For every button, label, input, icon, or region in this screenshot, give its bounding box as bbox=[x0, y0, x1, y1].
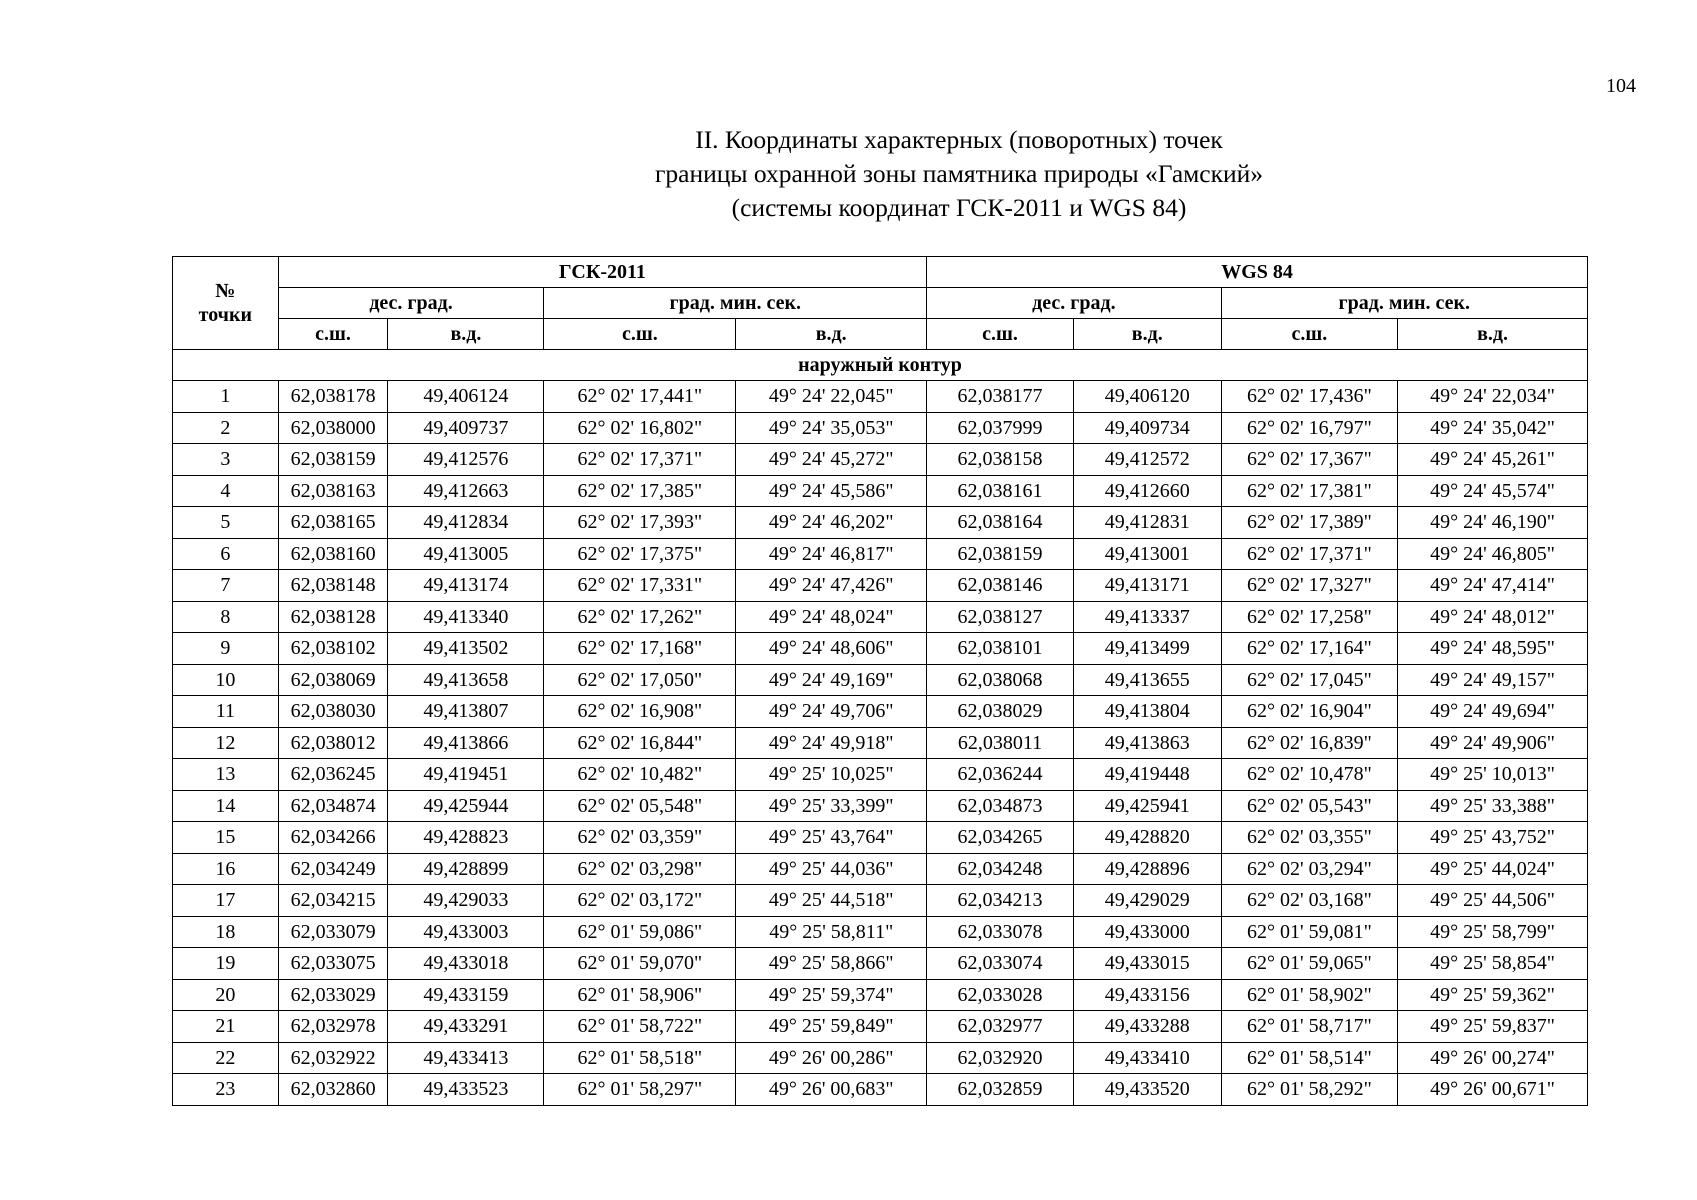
point-number-header bbox=[173, 257, 279, 350]
cell-gsk-lat-decimal: 62,034266 bbox=[278, 822, 388, 854]
cell-wgs-lat-dms: 62° 01' 58,717" bbox=[1221, 1011, 1397, 1043]
cell-gsk-lat-dms: 62° 01' 58,722" bbox=[544, 1011, 736, 1043]
cell-gsk-lon-dms: 49° 24' 45,272" bbox=[736, 444, 927, 476]
cell-wgs-lon-decimal: 49,413171 bbox=[1073, 570, 1221, 602]
cell-wgs-lon-dms: 49° 25' 59,837" bbox=[1398, 1011, 1588, 1043]
cell-point-number: 2 bbox=[173, 412, 279, 444]
cell-wgs-lon-decimal: 49,412831 bbox=[1073, 507, 1221, 539]
point-number-header-line-2: точки bbox=[198, 304, 253, 326]
cell-point-number: 9 bbox=[173, 633, 279, 665]
document-title bbox=[120, 123, 1697, 225]
cell-gsk-lat-decimal: 62,033029 bbox=[278, 979, 388, 1011]
cell-wgs-lat-dms: 62° 02' 10,478" bbox=[1221, 759, 1397, 791]
cell-wgs-lon-decimal: 49,433156 bbox=[1073, 979, 1221, 1011]
cell-point-number: 8 bbox=[173, 601, 279, 633]
title-line-3: (системы координат ГСК-2011 и WGS 84) bbox=[731, 193, 1187, 222]
cell-point-number: 14 bbox=[173, 790, 279, 822]
cell-gsk-lon-dms: 49° 24' 48,024" bbox=[736, 601, 927, 633]
cell-gsk-lat-decimal: 62,038000 bbox=[278, 412, 388, 444]
cell-gsk-lon-decimal: 49,413005 bbox=[388, 538, 544, 570]
cell-gsk-lat-dms: 62° 02' 17,375" bbox=[544, 538, 736, 570]
cell-wgs-lat-dms: 62° 02' 16,797" bbox=[1221, 412, 1397, 444]
header-row-systems bbox=[173, 257, 1588, 288]
coordinates-table bbox=[172, 256, 1588, 1106]
cell-wgs-lat-dms: 62° 02' 17,327" bbox=[1221, 570, 1397, 602]
cell-wgs-lon-decimal: 49,425941 bbox=[1073, 790, 1221, 822]
header-format-dms-gsk: град. мин. сек. bbox=[544, 288, 927, 319]
cell-point-number: 12 bbox=[173, 727, 279, 759]
cell-gsk-lon-decimal: 49,413340 bbox=[388, 601, 544, 633]
table-row bbox=[173, 538, 1588, 570]
cell-point-number: 23 bbox=[173, 1074, 279, 1106]
cell-gsk-lon-decimal: 49,429033 bbox=[388, 885, 544, 917]
cell-gsk-lat-dms: 62° 02' 17,385" bbox=[544, 475, 736, 507]
cell-gsk-lon-decimal: 49,413502 bbox=[388, 633, 544, 665]
cell-gsk-lon-decimal: 49,413866 bbox=[388, 727, 544, 759]
cell-gsk-lon-decimal: 49,433291 bbox=[388, 1011, 544, 1043]
header-axis-lon-decimal-wgs: в.д. bbox=[1073, 319, 1221, 350]
cell-gsk-lon-decimal: 49,428899 bbox=[388, 853, 544, 885]
cell-wgs-lon-decimal: 49,406120 bbox=[1073, 381, 1221, 413]
cell-wgs-lon-dms: 49° 24' 46,190" bbox=[1398, 507, 1588, 539]
cell-gsk-lon-dms: 49° 25' 58,866" bbox=[736, 948, 927, 980]
cell-point-number: 15 bbox=[173, 822, 279, 854]
cell-gsk-lon-decimal: 49,409737 bbox=[388, 412, 544, 444]
header-format-dms-wgs: град. мин. сек. bbox=[1221, 288, 1587, 319]
cell-gsk-lat-decimal: 62,038163 bbox=[278, 475, 388, 507]
cell-wgs-lon-decimal: 49,433288 bbox=[1073, 1011, 1221, 1043]
cell-gsk-lat-decimal: 62,038012 bbox=[278, 727, 388, 759]
table-row bbox=[173, 1074, 1588, 1106]
cell-wgs-lon-decimal: 49,433520 bbox=[1073, 1074, 1221, 1106]
cell-gsk-lon-dms: 49° 24' 49,918" bbox=[736, 727, 927, 759]
table-row bbox=[173, 507, 1588, 539]
cell-gsk-lon-dms: 49° 24' 49,169" bbox=[736, 664, 927, 696]
cell-wgs-lon-decimal: 49,429029 bbox=[1073, 885, 1221, 917]
header-format-decimal-gsk: дес. град. bbox=[278, 288, 544, 319]
table-row bbox=[173, 601, 1588, 633]
cell-gsk-lat-decimal: 62,034249 bbox=[278, 853, 388, 885]
cell-gsk-lat-dms: 62° 02' 03,298" bbox=[544, 853, 736, 885]
cell-gsk-lon-decimal: 49,425944 bbox=[388, 790, 544, 822]
table-row bbox=[173, 664, 1588, 696]
cell-wgs-lat-decimal: 62,034873 bbox=[927, 790, 1074, 822]
table-row bbox=[173, 381, 1588, 413]
cell-wgs-lat-decimal: 62,034248 bbox=[927, 853, 1074, 885]
cell-point-number: 3 bbox=[173, 444, 279, 476]
cell-point-number: 10 bbox=[173, 664, 279, 696]
cell-wgs-lon-decimal: 49,409734 bbox=[1073, 412, 1221, 444]
cell-wgs-lon-dms: 49° 25' 44,024" bbox=[1398, 853, 1588, 885]
table-row bbox=[173, 916, 1588, 948]
cell-gsk-lat-dms: 62° 02' 16,802" bbox=[544, 412, 736, 444]
header-format-decimal-wgs: дес. град. bbox=[927, 288, 1221, 319]
cell-wgs-lon-dms: 49° 25' 58,799" bbox=[1398, 916, 1588, 948]
cell-wgs-lon-decimal: 49,419448 bbox=[1073, 759, 1221, 791]
table-row bbox=[173, 727, 1588, 759]
table-row bbox=[173, 570, 1588, 602]
cell-wgs-lon-decimal: 49,412660 bbox=[1073, 475, 1221, 507]
table-row bbox=[173, 1011, 1588, 1043]
cell-gsk-lat-decimal: 62,032860 bbox=[278, 1074, 388, 1106]
cell-wgs-lat-decimal: 62,038159 bbox=[927, 538, 1074, 570]
cell-gsk-lat-decimal: 62,038178 bbox=[278, 381, 388, 413]
header-system-wgs84: WGS 84 bbox=[927, 257, 1588, 288]
header-row-formats bbox=[173, 288, 1588, 319]
cell-gsk-lat-dms: 62° 01' 59,086" bbox=[544, 916, 736, 948]
cell-gsk-lon-decimal: 49,433413 bbox=[388, 1042, 544, 1074]
cell-gsk-lat-dms: 62° 02' 17,262" bbox=[544, 601, 736, 633]
cell-gsk-lat-decimal: 62,033079 bbox=[278, 916, 388, 948]
cell-wgs-lat-decimal: 62,033074 bbox=[927, 948, 1074, 980]
cell-wgs-lon-dms: 49° 26' 00,671" bbox=[1398, 1074, 1588, 1106]
cell-point-number: 18 bbox=[173, 916, 279, 948]
cell-wgs-lon-dms: 49° 26' 00,274" bbox=[1398, 1042, 1588, 1074]
cell-gsk-lat-decimal: 62,038128 bbox=[278, 601, 388, 633]
header-axis-lon-decimal-gsk: в.д. bbox=[388, 319, 544, 350]
table-row bbox=[173, 412, 1588, 444]
header-row-axes bbox=[173, 319, 1588, 350]
table-row bbox=[173, 633, 1588, 665]
cell-wgs-lon-decimal: 49,428896 bbox=[1073, 853, 1221, 885]
cell-point-number: 13 bbox=[173, 759, 279, 791]
header-axis-lat-dms-wgs: с.ш. bbox=[1221, 319, 1397, 350]
cell-wgs-lon-dms: 49° 24' 46,805" bbox=[1398, 538, 1588, 570]
cell-gsk-lon-dms: 49° 25' 33,399" bbox=[736, 790, 927, 822]
cell-gsk-lat-decimal: 62,038102 bbox=[278, 633, 388, 665]
cell-gsk-lon-decimal: 49,433523 bbox=[388, 1074, 544, 1106]
cell-point-number: 6 bbox=[173, 538, 279, 570]
cell-gsk-lat-dms: 62° 02' 17,168" bbox=[544, 633, 736, 665]
table-row bbox=[173, 948, 1588, 980]
cell-wgs-lat-decimal: 62,038158 bbox=[927, 444, 1074, 476]
cell-wgs-lat-dms: 62° 01' 58,292" bbox=[1221, 1074, 1397, 1106]
table-row bbox=[173, 759, 1588, 791]
cell-gsk-lon-dms: 49° 26' 00,286" bbox=[736, 1042, 927, 1074]
title-line-1: II. Координаты характерных (поворотных) точек bbox=[695, 125, 1223, 154]
cell-wgs-lat-dms: 62° 02' 17,367" bbox=[1221, 444, 1397, 476]
cell-gsk-lon-decimal: 49,419451 bbox=[388, 759, 544, 791]
table-row bbox=[173, 822, 1588, 854]
cell-point-number: 20 bbox=[173, 979, 279, 1011]
cell-wgs-lon-dms: 49° 25' 33,388" bbox=[1398, 790, 1588, 822]
section-label-outer-contour: наружный контур bbox=[173, 350, 1588, 381]
cell-gsk-lon-decimal: 49,412834 bbox=[388, 507, 544, 539]
table-row bbox=[173, 790, 1588, 822]
page-number: 104 bbox=[1606, 75, 1636, 97]
cell-point-number: 7 bbox=[173, 570, 279, 602]
cell-gsk-lon-dms: 49° 24' 45,586" bbox=[736, 475, 927, 507]
cell-gsk-lat-decimal: 62,038159 bbox=[278, 444, 388, 476]
cell-gsk-lon-dms: 49° 25' 44,036" bbox=[736, 853, 927, 885]
cell-gsk-lat-decimal: 62,038069 bbox=[278, 664, 388, 696]
cell-wgs-lon-dms: 49° 24' 47,414" bbox=[1398, 570, 1588, 602]
cell-wgs-lon-dms: 49° 24' 49,906" bbox=[1398, 727, 1588, 759]
cell-wgs-lat-dms: 62° 02' 16,839" bbox=[1221, 727, 1397, 759]
cell-gsk-lon-decimal: 49,433018 bbox=[388, 948, 544, 980]
cell-gsk-lon-decimal: 49,412663 bbox=[388, 475, 544, 507]
cell-wgs-lat-decimal: 62,038146 bbox=[927, 570, 1074, 602]
cell-wgs-lon-decimal: 49,413499 bbox=[1073, 633, 1221, 665]
cell-gsk-lat-decimal: 62,032978 bbox=[278, 1011, 388, 1043]
cell-wgs-lon-dms: 49° 25' 59,362" bbox=[1398, 979, 1588, 1011]
cell-gsk-lon-decimal: 49,412576 bbox=[388, 444, 544, 476]
cell-point-number: 19 bbox=[173, 948, 279, 980]
cell-wgs-lat-decimal: 62,033028 bbox=[927, 979, 1074, 1011]
cell-gsk-lon-decimal: 49,428823 bbox=[388, 822, 544, 854]
cell-gsk-lat-decimal: 62,033075 bbox=[278, 948, 388, 980]
header-system-gsk2011: ГСК-2011 bbox=[278, 257, 926, 288]
cell-gsk-lat-dms: 62° 02' 17,331" bbox=[544, 570, 736, 602]
cell-gsk-lat-dms: 62° 02' 05,548" bbox=[544, 790, 736, 822]
table-row bbox=[173, 885, 1588, 917]
cell-gsk-lon-dms: 49° 24' 46,202" bbox=[736, 507, 927, 539]
cell-gsk-lat-decimal: 62,038160 bbox=[278, 538, 388, 570]
cell-wgs-lat-dms: 62° 01' 59,065" bbox=[1221, 948, 1397, 980]
cell-gsk-lat-dms: 62° 02' 03,172" bbox=[544, 885, 736, 917]
cell-wgs-lon-decimal: 49,428820 bbox=[1073, 822, 1221, 854]
cell-wgs-lon-dms: 49° 25' 44,506" bbox=[1398, 885, 1588, 917]
cell-wgs-lat-decimal: 62,032977 bbox=[927, 1011, 1074, 1043]
cell-point-number: 11 bbox=[173, 696, 279, 728]
cell-gsk-lat-decimal: 62,036245 bbox=[278, 759, 388, 791]
cell-wgs-lat-dms: 62° 02' 17,436" bbox=[1221, 381, 1397, 413]
cell-point-number: 21 bbox=[173, 1011, 279, 1043]
header-axis-lon-dms-gsk: в.д. bbox=[736, 319, 927, 350]
cell-gsk-lat-decimal: 62,038165 bbox=[278, 507, 388, 539]
cell-wgs-lat-dms: 62° 01' 58,902" bbox=[1221, 979, 1397, 1011]
cell-gsk-lon-dms: 49° 24' 22,045" bbox=[736, 381, 927, 413]
cell-point-number: 17 bbox=[173, 885, 279, 917]
cell-point-number: 22 bbox=[173, 1042, 279, 1074]
cell-wgs-lon-dms: 49° 24' 48,595" bbox=[1398, 633, 1588, 665]
header-axis-lat-dms-gsk: с.ш. bbox=[544, 319, 736, 350]
cell-wgs-lon-dms: 49° 24' 48,012" bbox=[1398, 601, 1588, 633]
header-axis-lon-dms-wgs: в.д. bbox=[1398, 319, 1588, 350]
table-row bbox=[173, 475, 1588, 507]
cell-wgs-lon-decimal: 49,433015 bbox=[1073, 948, 1221, 980]
cell-point-number: 5 bbox=[173, 507, 279, 539]
point-number-header-line-1: № bbox=[215, 280, 236, 302]
cell-gsk-lon-dms: 49° 24' 35,053" bbox=[736, 412, 927, 444]
cell-gsk-lat-decimal: 62,034874 bbox=[278, 790, 388, 822]
cell-gsk-lon-dms: 49° 26' 00,683" bbox=[736, 1074, 927, 1106]
cell-gsk-lat-dms: 62° 02' 16,844" bbox=[544, 727, 736, 759]
cell-wgs-lat-dms: 62° 01' 59,081" bbox=[1221, 916, 1397, 948]
cell-wgs-lat-dms: 62° 02' 17,371" bbox=[1221, 538, 1397, 570]
cell-gsk-lat-decimal: 62,038030 bbox=[278, 696, 388, 728]
cell-wgs-lat-dms: 62° 01' 58,514" bbox=[1221, 1042, 1397, 1074]
cell-gsk-lon-dms: 49° 25' 58,811" bbox=[736, 916, 927, 948]
table-row bbox=[173, 696, 1588, 728]
table-row bbox=[173, 1042, 1588, 1074]
cell-wgs-lat-dms: 62° 02' 17,389" bbox=[1221, 507, 1397, 539]
header-axis-lat-decimal-wgs: с.ш. bbox=[927, 319, 1074, 350]
cell-gsk-lat-dms: 62° 01' 58,297" bbox=[544, 1074, 736, 1106]
cell-wgs-lat-decimal: 62,037999 bbox=[927, 412, 1074, 444]
section-row bbox=[173, 350, 1588, 381]
cell-wgs-lat-decimal: 62,032920 bbox=[927, 1042, 1074, 1074]
cell-wgs-lat-dms: 62° 02' 17,258" bbox=[1221, 601, 1397, 633]
cell-gsk-lat-decimal: 62,032922 bbox=[278, 1042, 388, 1074]
title-line-2: границы охранной зоны памятника природы «Гамский» bbox=[654, 159, 1264, 188]
table-row bbox=[173, 853, 1588, 885]
cell-wgs-lon-decimal: 49,433410 bbox=[1073, 1042, 1221, 1074]
cell-gsk-lon-dms: 49° 25' 44,518" bbox=[736, 885, 927, 917]
cell-wgs-lon-decimal: 49,413001 bbox=[1073, 538, 1221, 570]
cell-wgs-lon-dms: 49° 25' 10,013" bbox=[1398, 759, 1588, 791]
cell-gsk-lon-decimal: 49,413174 bbox=[388, 570, 544, 602]
cell-wgs-lat-decimal: 62,038127 bbox=[927, 601, 1074, 633]
cell-wgs-lon-decimal: 49,413863 bbox=[1073, 727, 1221, 759]
cell-wgs-lon-decimal: 49,413337 bbox=[1073, 601, 1221, 633]
cell-wgs-lon-dms: 49° 24' 49,157" bbox=[1398, 664, 1588, 696]
cell-gsk-lat-dms: 62° 02' 10,482" bbox=[544, 759, 736, 791]
cell-gsk-lon-dms: 49° 24' 48,606" bbox=[736, 633, 927, 665]
cell-wgs-lat-decimal: 62,038177 bbox=[927, 381, 1074, 413]
cell-point-number: 16 bbox=[173, 853, 279, 885]
cell-wgs-lon-dms: 49° 24' 49,694" bbox=[1398, 696, 1588, 728]
cell-wgs-lat-dms: 62° 02' 03,355" bbox=[1221, 822, 1397, 854]
cell-gsk-lat-dms: 62° 01' 58,906" bbox=[544, 979, 736, 1011]
cell-wgs-lat-dms: 62° 02' 17,045" bbox=[1221, 664, 1397, 696]
cell-wgs-lon-dms: 49° 24' 35,042" bbox=[1398, 412, 1588, 444]
cell-wgs-lat-decimal: 62,032859 bbox=[927, 1074, 1074, 1106]
cell-gsk-lon-dms: 49° 25' 10,025" bbox=[736, 759, 927, 791]
cell-gsk-lon-dms: 49° 24' 46,817" bbox=[736, 538, 927, 570]
cell-wgs-lat-dms: 62° 02' 05,543" bbox=[1221, 790, 1397, 822]
cell-wgs-lat-dms: 62° 02' 03,294" bbox=[1221, 853, 1397, 885]
cell-point-number: 4 bbox=[173, 475, 279, 507]
cell-wgs-lon-dms: 49° 24' 45,261" bbox=[1398, 444, 1588, 476]
cell-wgs-lat-dms: 62° 02' 16,904" bbox=[1221, 696, 1397, 728]
cell-wgs-lon-decimal: 49,413655 bbox=[1073, 664, 1221, 696]
cell-gsk-lat-dms: 62° 02' 17,371" bbox=[544, 444, 736, 476]
header-axis-lat-decimal-gsk: с.ш. bbox=[278, 319, 388, 350]
cell-wgs-lat-dms: 62° 02' 17,164" bbox=[1221, 633, 1397, 665]
cell-gsk-lat-dms: 62° 02' 17,393" bbox=[544, 507, 736, 539]
cell-point-number: 1 bbox=[173, 381, 279, 413]
cell-wgs-lat-decimal: 62,036244 bbox=[927, 759, 1074, 791]
cell-wgs-lat-decimal: 62,034265 bbox=[927, 822, 1074, 854]
cell-wgs-lon-decimal: 49,433000 bbox=[1073, 916, 1221, 948]
cell-gsk-lat-decimal: 62,034215 bbox=[278, 885, 388, 917]
cell-gsk-lat-dms: 62° 02' 17,050" bbox=[544, 664, 736, 696]
table-row bbox=[173, 979, 1588, 1011]
cell-wgs-lat-decimal: 62,038161 bbox=[927, 475, 1074, 507]
cell-wgs-lon-dms: 49° 25' 58,854" bbox=[1398, 948, 1588, 980]
cell-gsk-lat-dms: 62° 01' 59,070" bbox=[544, 948, 736, 980]
cell-wgs-lat-decimal: 62,038011 bbox=[927, 727, 1074, 759]
cell-gsk-lon-decimal: 49,413658 bbox=[388, 664, 544, 696]
cell-gsk-lat-dms: 62° 02' 17,441" bbox=[544, 381, 736, 413]
cell-gsk-lon-dms: 49° 25' 59,374" bbox=[736, 979, 927, 1011]
cell-wgs-lat-dms: 62° 02' 17,381" bbox=[1221, 475, 1397, 507]
cell-gsk-lon-decimal: 49,406124 bbox=[388, 381, 544, 413]
cell-wgs-lat-decimal: 62,038068 bbox=[927, 664, 1074, 696]
cell-gsk-lat-dms: 62° 01' 58,518" bbox=[544, 1042, 736, 1074]
cell-gsk-lat-dms: 62° 02' 03,359" bbox=[544, 822, 736, 854]
cell-wgs-lat-dms: 62° 02' 03,168" bbox=[1221, 885, 1397, 917]
cell-gsk-lon-decimal: 49,433003 bbox=[388, 916, 544, 948]
cell-wgs-lon-decimal: 49,413804 bbox=[1073, 696, 1221, 728]
table-row bbox=[173, 444, 1588, 476]
cell-gsk-lon-decimal: 49,413807 bbox=[388, 696, 544, 728]
cell-wgs-lat-decimal: 62,038101 bbox=[927, 633, 1074, 665]
cell-wgs-lat-decimal: 62,038029 bbox=[927, 696, 1074, 728]
cell-gsk-lon-dms: 49° 24' 47,426" bbox=[736, 570, 927, 602]
cell-wgs-lon-decimal: 49,412572 bbox=[1073, 444, 1221, 476]
table-body bbox=[173, 350, 1588, 1106]
cell-gsk-lon-dms: 49° 25' 43,764" bbox=[736, 822, 927, 854]
cell-wgs-lat-decimal: 62,033078 bbox=[927, 916, 1074, 948]
cell-gsk-lon-dms: 49° 24' 49,706" bbox=[736, 696, 927, 728]
cell-gsk-lat-dms: 62° 02' 16,908" bbox=[544, 696, 736, 728]
cell-wgs-lon-dms: 49° 25' 43,752" bbox=[1398, 822, 1588, 854]
cell-gsk-lat-decimal: 62,038148 bbox=[278, 570, 388, 602]
cell-gsk-lon-decimal: 49,433159 bbox=[388, 979, 544, 1011]
cell-wgs-lat-decimal: 62,038164 bbox=[927, 507, 1074, 539]
cell-wgs-lat-decimal: 62,034213 bbox=[927, 885, 1074, 917]
cell-gsk-lon-dms: 49° 25' 59,849" bbox=[736, 1011, 927, 1043]
cell-wgs-lon-dms: 49° 24' 45,574" bbox=[1398, 475, 1588, 507]
cell-wgs-lon-dms: 49° 24' 22,034" bbox=[1398, 381, 1588, 413]
